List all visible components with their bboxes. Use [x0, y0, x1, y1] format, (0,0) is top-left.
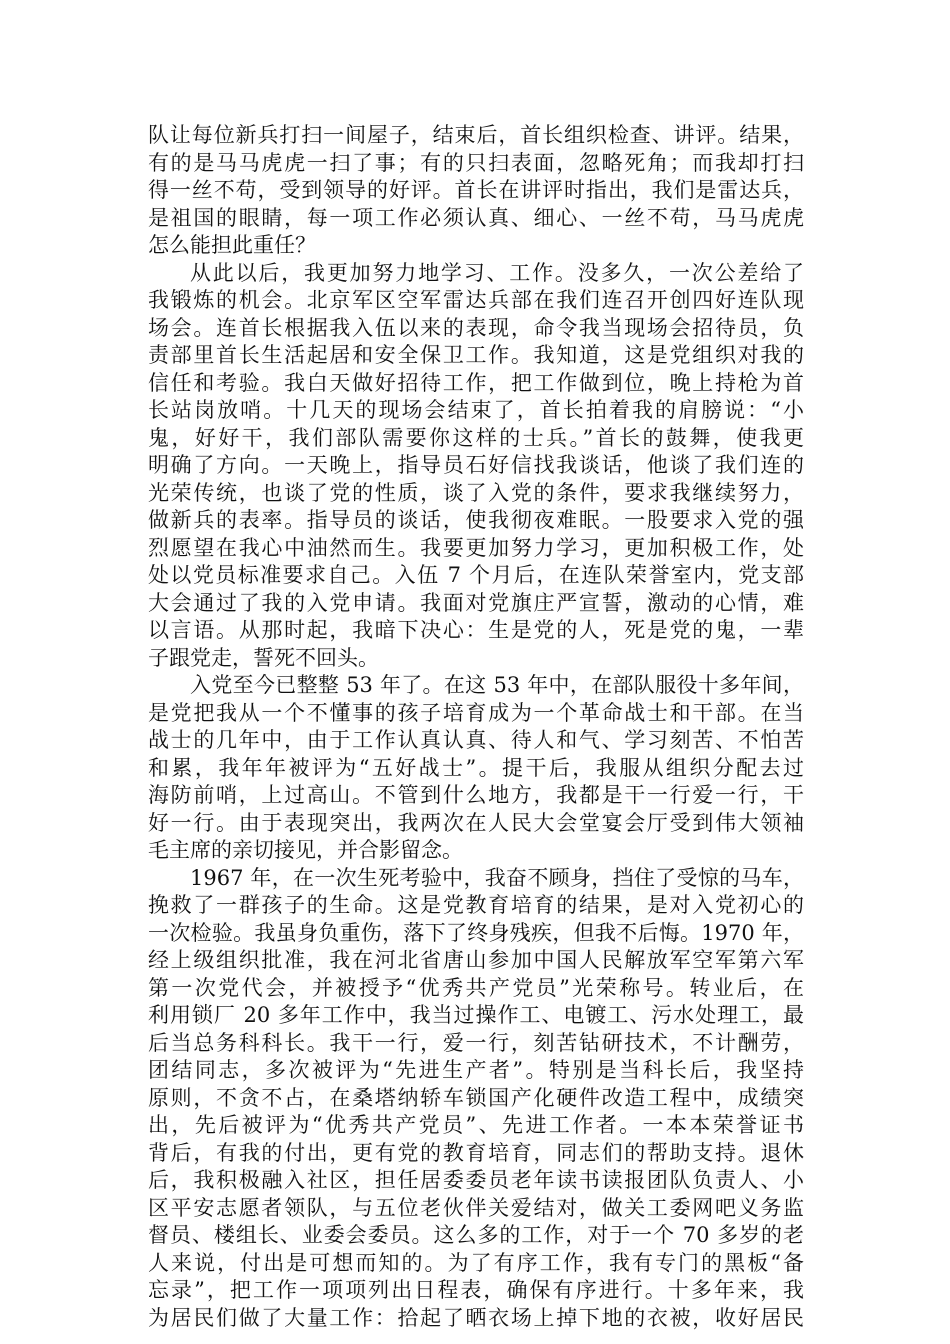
text-line: 1967 年，在一次生死考验中，我奋不顾身，挡住了受惊的马车，: [190, 865, 804, 890]
text-line: 处以党员标准要求自己。入伍 7 个月后，在连队荣誉室内，党支部: [148, 563, 804, 587]
text-line: 明确了方向。一天晚上，指导员石好信找我谈话，他谈了我们连的: [148, 453, 804, 477]
text-line: 责部里首长生活起居和安全保卫工作。我知道，这是党组织对我的: [148, 343, 804, 367]
text-line: 人来说，付出是可想而知的。为了有序工作，我有专门的黑板“备: [148, 1250, 804, 1275]
paragraph-4: [148, 865, 804, 1333]
text-line: 队让每位新兵打扫一间屋子，结束后，首长组织检查、讲评。结果，: [148, 123, 804, 147]
text-line: 烈愿望在我心中油然而生。我要更加努力学习，更加积极工作，处: [148, 535, 804, 560]
text-line: 原则，不贪不占，在桑塔纳轿车锁国产化硬件改造工程中，成绩突: [148, 1085, 804, 1110]
text-line: 一次检验。我虽身负重伤，落下了终身残疾，但我不后悔。1970 年，: [148, 920, 804, 945]
text-line: 好一行。由于表现突出，我两次在人民大会堂宴会厅受到伟大领袖: [148, 810, 804, 835]
paragraph-2: [148, 260, 804, 673]
text-line: 团结同志，多次被评为“先进生产者”。特别是当科长后，我坚持: [148, 1058, 804, 1082]
text-line: 是祖国的眼睛，每一项工作必须认真、细心、一丝不苟，马马虎虎: [148, 205, 804, 230]
text-line: 场会。连首长根据我入伍以来的表现，命令我当现场会招待员，负: [148, 315, 804, 340]
text-line: 以言语。从那时起，我暗下决心：生是党的人，死是党的鬼，一辈: [148, 618, 804, 642]
document-page: [148, 122, 804, 1332]
text-line: 长站岗放哨。十几天的现场会结束了，首长拍着我的肩膀说：“小: [148, 398, 804, 422]
text-line: 怎么能担此重任？: [148, 233, 316, 257]
paragraph-1: [148, 122, 804, 260]
text-line: 海防前哨，上过高山。不管到什么地方，我都是干一行爱一行，干: [148, 783, 804, 807]
text-line: 鬼，好好干，我们部队需要你这样的士兵。”首长的鼓舞，使我更: [148, 425, 804, 450]
text-line: 入党至今已整整 53 年了。在这 53 年中，在部队服役十多年间，: [190, 673, 804, 697]
text-line: 忘录”，把工作一项项列出日程表，确保有序进行。十多年来，我: [148, 1278, 804, 1302]
text-line: 经上级组织批准，我在河北省唐山参加中国人民解放军空军第六军: [148, 948, 804, 972]
text-line: 为居民们做了大量工作：拾起了晒衣场上掉下地的衣被，收好居民: [148, 1305, 804, 1330]
text-line: 挽救了一群孩子的生命。这是党教育培育的结果，是对入党初心的: [148, 893, 804, 917]
text-line: 督员、楼组长、业委会委员。这么多的工作，对于一个 70 多岁的老: [148, 1223, 804, 1247]
text-line: 信任和考验。我白天做好招待工作，把工作做到位，晚上持枪为首: [148, 370, 804, 395]
text-line: 子跟党走，誓死不回头。: [148, 645, 379, 670]
text-line: 背后，有我的付出，更有党的教育培育，同志们的帮助支持。退休: [148, 1140, 804, 1165]
text-line: 光荣传统，也谈了党的性质，谈了入党的条件，要求我继续努力，: [148, 480, 804, 505]
text-line: 后当总务科科长。我干一行，爱一行，刻苦钻研技术，不计酬劳，: [148, 1030, 804, 1055]
text-line: 从此以后，我更加努力地学习、工作。没多久，一次公差给了: [190, 260, 804, 285]
text-line: 第一次党代会，并被授予“优秀共产党员”光荣称号。转业后，在: [148, 975, 804, 1000]
text-line: 区平安志愿者领队，与五位老伙伴关爱结对，做关工委网吧义务监: [148, 1195, 804, 1220]
text-line: 利用锁厂 20 多年工作中，我当过操作工、电镀工、污水处理工，最: [148, 1003, 804, 1027]
text-line: 出，先后被评为“优秀共产党员”、先进工作者。一本本荣誉证书: [148, 1113, 804, 1137]
text-line: 有的是马马虎虎一扫了事；有的只扫表面，忽略死角；而我却打扫: [148, 150, 804, 175]
text-line: 做新兵的表率。指导员的谈话，使我彻夜难眠。一股要求入党的强: [148, 508, 804, 532]
paragraph-3: [148, 672, 804, 865]
text-line: 我锻炼的机会。北京军区空军雷达兵部在我们连召开创四好连队现: [148, 288, 804, 312]
text-line: 是党把我从一个不懂事的孩子培育成为一个革命战士和干部。在当: [148, 700, 804, 725]
text-line: 后，我积极融入社区，担任居委委员老年读书读报团队负责人、小: [148, 1168, 804, 1192]
text-line: 和累，我年年被评为“五好战士”。提干后，我服从组织分配去过: [148, 755, 804, 780]
text-line: 战士的几年中，由于工作认真认真、待人和气、学习刻苦、不怕苦: [148, 728, 804, 752]
text-line: 大会通过了我的入党申请。我面对党旗庄严宣誓，激动的心情，难: [148, 590, 804, 615]
text-line: 得一丝不苟，受到领导的好评。首长在讲评时指出，我们是雷达兵，: [148, 178, 804, 202]
text-line: 毛主席的亲切接见，并合影留念。: [148, 838, 463, 862]
